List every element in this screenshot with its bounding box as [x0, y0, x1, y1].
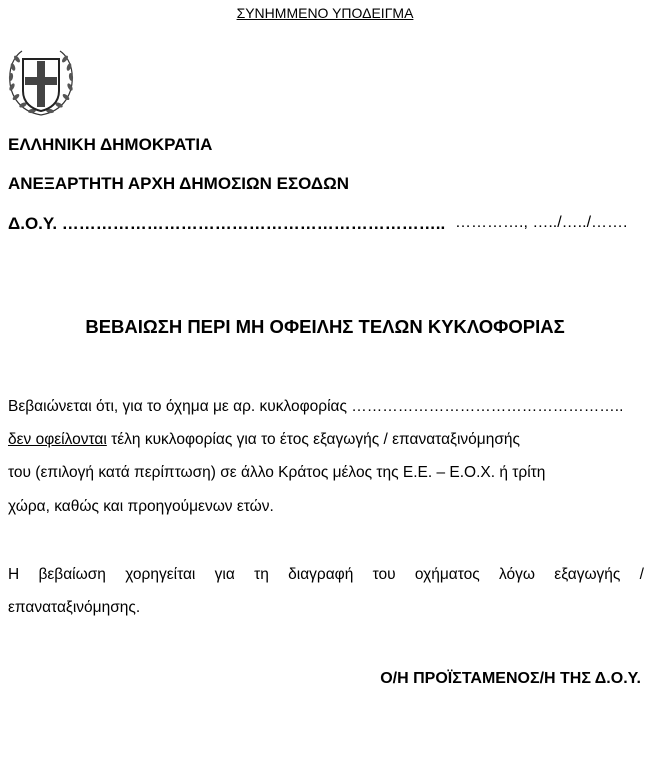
- body-underlined-phrase: δεν οφείλονται: [8, 431, 107, 448]
- document-title: ΒΕΒΑΙΩΣΗ ΠΕΡΙ ΜΗ ΟΦΕΙΛΗΣ ΤΕΛΩΝ ΚΥΚΛΟΦΟΡΙΑΣ: [85, 316, 565, 337]
- signature-label: Ο/Η ΠΡΟΪΣΤΑΜΕΝΟΣ/Η ΤΗΣ Δ.Ο.Υ.: [380, 670, 641, 687]
- body-line-6: επαναταξινόμησης.: [8, 599, 141, 616]
- greek-coat-of-arms-icon: [6, 47, 76, 119]
- body-line-1: Βεβαιώνεται ότι, για το όχημα με αρ. κυκλοφορίας ……………………………………………..: [8, 398, 624, 415]
- body-line-2: [8, 431, 520, 449]
- header-authority-name: ΑΝΕΞΑΡΤΗΤΗ ΑΡΧΗ ΔΗΜΟΣΙΩΝ ΕΣΟΔΩΝ: [8, 174, 350, 193]
- header-tax-office-field: Δ.Ο.Υ. …………………………………………………………..: [8, 214, 446, 233]
- body-line-5: Η βεβαίωση χορηγείται για τη διαγραφή του οχήματος λόγω εξαγωγής /: [8, 566, 644, 583]
- header-state-name: ΕΛΛΗΝΙΚΗ ΔΗΜΟΚΡΑΤΙΑ: [8, 135, 213, 154]
- body-line-4: χώρα, καθώς και προηγούμενων ετών.: [8, 498, 274, 515]
- body-line-3: του (επιλογή κατά περίπτωση) σε άλλο Κράτος μέλος της Ε.Ε. – Ε.Ο.Χ. ή τρίτη: [8, 464, 546, 481]
- body-line-2-rest: τέλη κυκλοφορίας για το έτος εξαγωγής / επαναταξινόμησής: [106, 431, 520, 448]
- place-date-field: …………., …../…../…….: [455, 214, 628, 231]
- annex-label: ΣΥΝΗΜΜΕΝΟ ΥΠΟΔΕΙΓΜΑ: [236, 5, 414, 21]
